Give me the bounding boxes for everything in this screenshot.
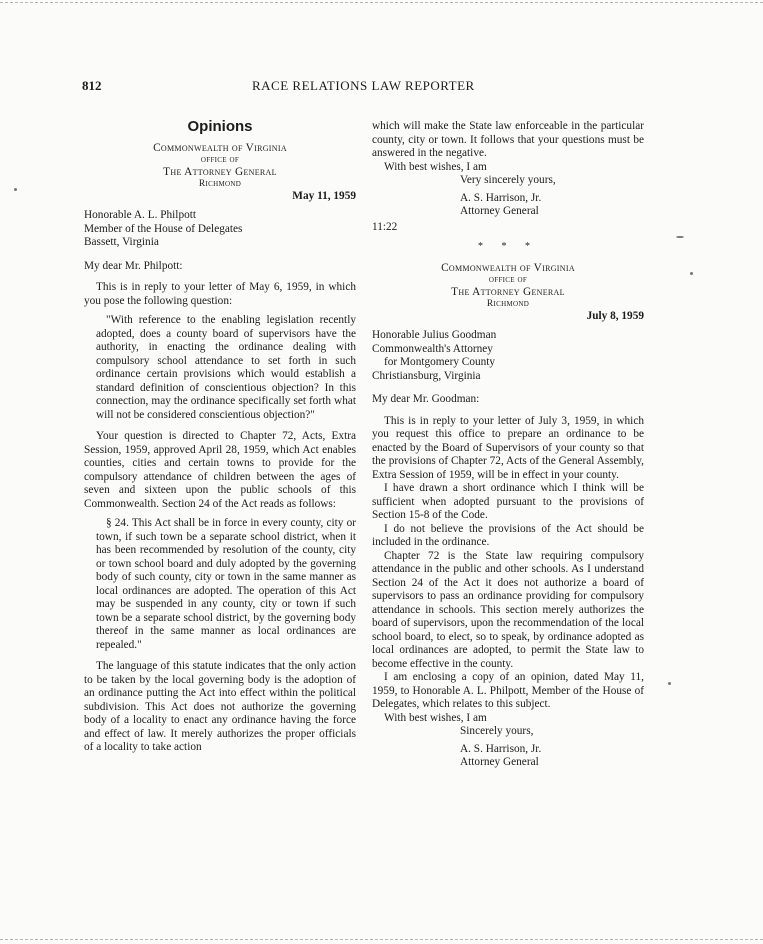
salutation: My dear Mr. Goodman:: [372, 393, 480, 405]
scan-speck: [690, 272, 693, 275]
section-title: Opinions: [187, 118, 253, 135]
recipient-county: for Montgomery County: [384, 356, 496, 368]
letterhead-attorney-general: The Attorney General: [451, 285, 565, 298]
left-column: [84, 120, 356, 755]
running-head: RACE RELATIONS LAW REPORTER: [252, 78, 475, 93]
recipient-name: Honorable Julius Goodman: [372, 329, 497, 341]
letterhead-office: office of: [488, 274, 528, 285]
page-number: 812: [82, 78, 102, 93]
recipient-title: Commonwealth's Attorney: [372, 342, 493, 355]
body-paragraph: Your question is directed to Chapter 72, Acts, Extra Session, 1959, approved April 28, 1959, which Act enables counties, cities and certain towns to provide for the compulsory attendance of children between the ages of seven and sixteen upon the public schools of this Commonwealth. Section 24 of the Act reads as follows:: [84, 430, 356, 510]
closing-valediction: Sincerely yours,: [460, 725, 534, 737]
body-paragraph: I do not believe the provisions of the Act should be included in the ordinance.: [372, 522, 644, 548]
scan-speck: [676, 236, 684, 238]
top-page-edge: [0, 2, 763, 3]
letterhead-city: Richmond: [198, 178, 242, 189]
right-column: [372, 120, 644, 770]
block-quote: [84, 314, 356, 422]
body-paragraph: The language of this statute indicates that the only action to be taken by the local governing body is the adoption of an ordinance putting the Act into effect within the political subdivision. This Act does not authorize the governing body of a locality to enact any ordinance having the force and effect of law. It merely authorizes the proper officials of a locality to take action: [84, 660, 356, 753]
closing-line: With best wishes, I am: [384, 160, 487, 173]
body-paragraph: Chapter 72 is the State law requiring compulsory attendance in the public and other schools. As I understand Section 24 of the Act it does not authorize a board of supervisors to pass an ordinance providing for compulsory attendance in schools. This section merely authorizes the board of supervisors, upon the recommendation of the local school board, to elect, so to speak, by ordinance adopted as local ordinances are adopted, to permit the State law to become effective in the county.: [372, 549, 644, 670]
section-separator: * * *: [478, 241, 538, 252]
recipient-location: Bassett, Virginia: [84, 236, 159, 248]
block-quote: [84, 517, 356, 652]
quoted-question: "With reference to the enabling legislation recently adopted, does a county board of supervisors have the authority, in enacting the ordinance dealing with compulsory school attendance to set forth in such ordinance certain provisions which would establish a standard definition of conscientious objection? In this connection, may the ordinance specifically set forth what will not be considered conscientious objection?": [96, 314, 356, 421]
closing-valediction: Very sincerely yours,: [460, 174, 556, 186]
scan-speck: [14, 188, 17, 191]
bottom-page-edge: [0, 939, 763, 940]
body-paragraph-continued: which will make the State law enforceable in the particular county, city or town. It follows that your questions must be answered in the negative.: [372, 120, 644, 159]
letterhead-office: office of: [200, 154, 240, 165]
letterhead-city: Richmond: [486, 298, 530, 309]
recipient-address: [372, 329, 644, 383]
body-paragraph: This is in reply to your letter of July 3, 1959, in which you request this office to prepare an ordinance to be enacted by the Board of Supervisors of your county so that the provisions of Chapter 72, Acts of the General Assembly, Extra Session of 1959, will be in effect in your county.: [372, 414, 644, 481]
body-paragraph: I have drawn a short ordinance which I think will be sufficient when adopted pursuant to the provisions of Section 15-8 of the Code.: [372, 482, 644, 521]
salutation: My dear Mr. Philpott:: [84, 259, 183, 272]
letterhead-org: Commonwealth of Virginia: [441, 261, 575, 274]
signatory-title: Attorney General: [460, 756, 539, 768]
recipient-title: Member of the House of Delegates: [84, 222, 243, 235]
body-paragraph: I am enclosing a copy of an opinion, dated May 11, 1959, to Honorable A. L. Philpott, Member of the House of Delegates, which relates to this subject.: [372, 671, 644, 710]
reference-number: 11:22: [372, 220, 398, 233]
letterhead-org: Commonwealth of Virginia: [153, 141, 287, 154]
closing-line: With best wishes, I am: [384, 711, 487, 724]
signatory-title: Attorney General: [460, 205, 539, 217]
scan-speck: [668, 682, 671, 685]
signatory-name: A. S. Harrison, Jr.: [460, 742, 542, 755]
letterhead-attorney-general: The Attorney General: [163, 165, 277, 178]
recipient-location: Christiansburg, Virginia: [372, 369, 481, 382]
letter-date: July 8, 1959: [586, 309, 644, 322]
recipient-address: [84, 209, 356, 250]
body-paragraph: This is in reply to your letter of May 6, 1959, in which you pose the following question:: [84, 281, 356, 307]
recipient-name: Honorable A. L. Philpott: [84, 209, 197, 221]
quoted-statute: § 24. This Act shall be in force in every county, city or town, if such town be a separate school district, when it has been recommended by resolution of the county, city or town school board and duly adopted by the governing body of such county, city or town in the same manner as local ordinances are adopted. The operation of this Act may be suspended in any county, city or town if such town be a separate school district, by the governing body thereof in the same manner as local ordinances are repealed.": [96, 517, 356, 651]
signatory-name: A. S. Harrison, Jr.: [460, 191, 542, 204]
letter-date: May 11, 1959: [292, 189, 356, 202]
